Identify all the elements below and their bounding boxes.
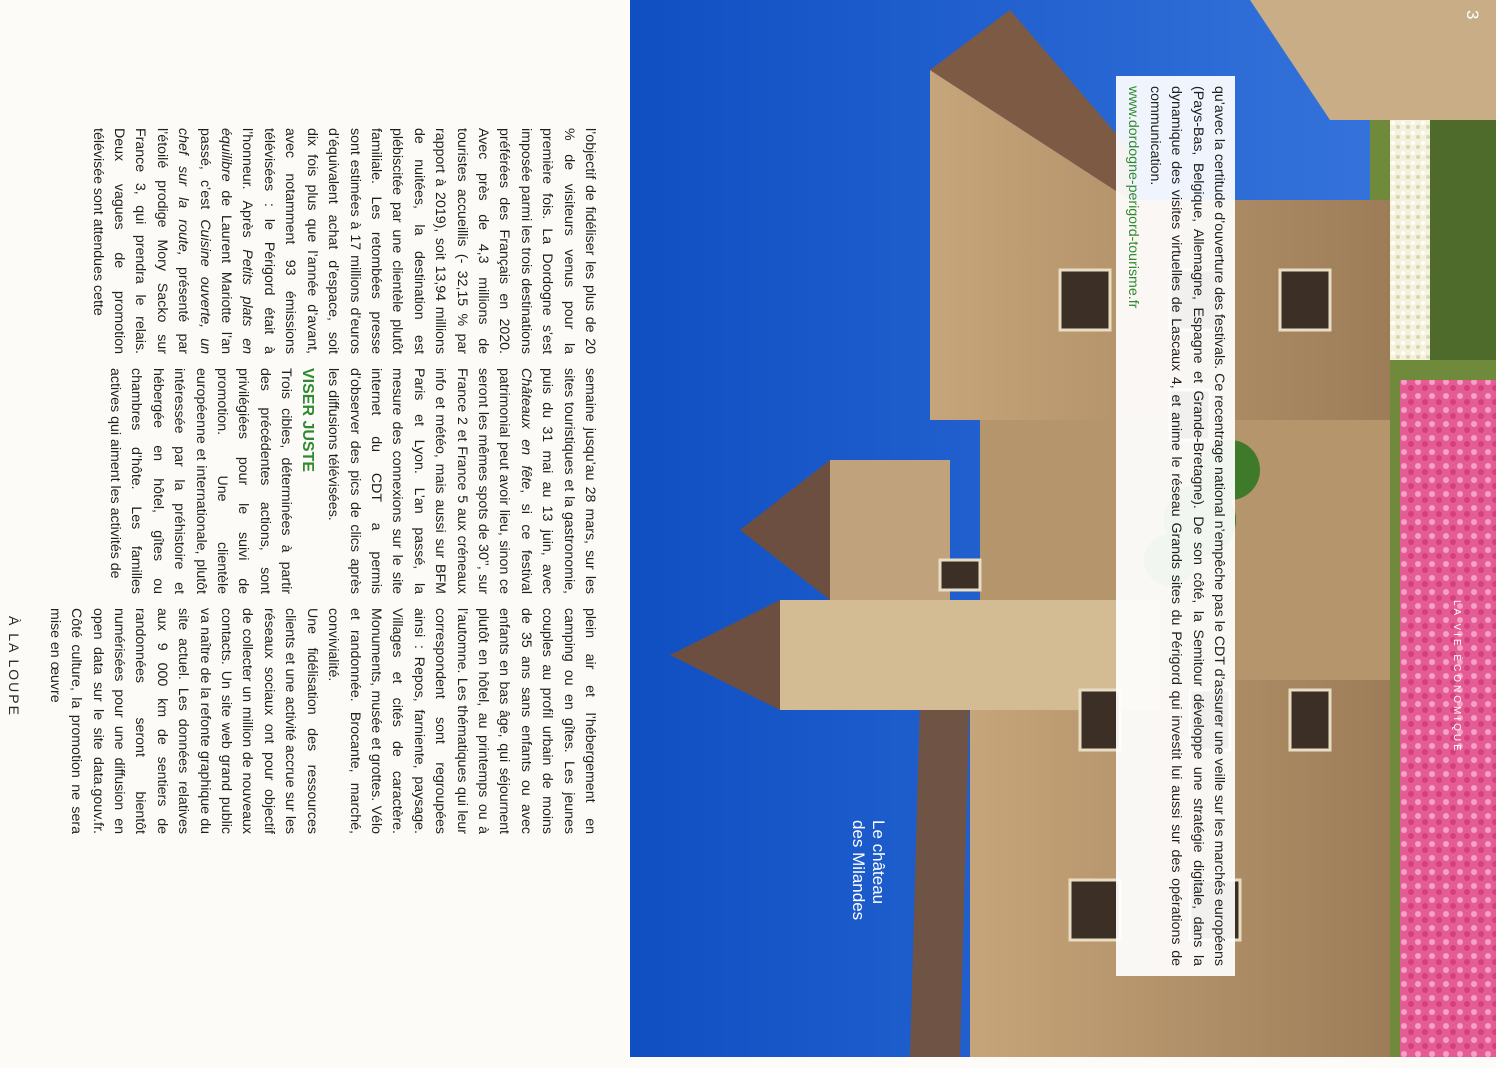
section-label: À LA LOUPE bbox=[6, 616, 22, 717]
article-columns bbox=[43, 128, 600, 1068]
column2-paragraph-1: semaine jusqu’au 28 mars, sur les sites touristiques et la gastronomie, puis du 31 mai au 13 juin, avec Châteaux en fête, si ce festival patrimonial peut avoir lieu, sinon ce seront les mêmes spots de 30’’, sur France 2 et France 5 aux créneaux info et météo, mais aussi sur BFM Paris et Lyon. L’an passé, la mesure des connexions sur le site internet du CDT a permis d’observer des pics de clics après les diffusions télévisées. bbox=[325, 368, 598, 595]
castle-illustration bbox=[630, 0, 1496, 1057]
info-box bbox=[1116, 76, 1235, 976]
footer-tag: LA VIE ÉCONOMIQUE bbox=[1451, 600, 1462, 754]
column2-paragraph-2: Trois cibles, déterminées à partir des précédentes actions, sont privilégiées pour le suivi de promotion. Une clientèle européenne et internationale, plutôt intéressée par la préhistoire et hébergée en hôtel, gîtes ou chambres d’hôte. Les familles actives qui aiment les activités de bbox=[107, 368, 295, 594]
column1-paragraph: l’objectif de fidéliser les plus de 20 % de visiteurs venus pour la première fois. La Dordogne s’est imposée parmi les trois destinations préférées des Français en 2020. Avec près de 4,3 millions de touristes accueillis (- 32,15 % par rapport à 2019), soit 13,94 millions de nuitées, la destination est plébiscitée par une clientèle plutôt familiale. Les retombées presse sont estimées à 17 millions d’euros d’équivalent achat d’espace, soit dix fois plus que l’année d’avant, avec notamment 93 émissions télévisées : le Périgord était à l’honneur. Après Petits plats en équilibre de Laurent Mariotte l’an passé, c’est Cuisine ouverte, un chef sur la route, présenté par l’étoilé prodige Mory Sacko sur France 3, qui prendra le relais. Deux vagues de promotion télévisée sont attendues cette bbox=[89, 128, 598, 355]
column-2 bbox=[43, 368, 600, 594]
column-1 bbox=[43, 128, 600, 354]
column3-paragraph-1: plein air et l’hébergement en camping ou en gîtes. Les jeunes couples au profil urbain de moins de 35 ans sans enfants ou avec enfants en bas âge, qui séjournent plutôt en hôtel, au printemps ou à l’automne. Les thématiques qui leur correspondent sont regroupées ainsi : Repos, farniente, paysage. Villages et cités de caractère. Monuments, musée et grottes. Vélo et randonnée. Brocante, marché, convivialité. bbox=[325, 608, 598, 834]
photo-caption: Le château des Milandes bbox=[849, 820, 888, 921]
website-link[interactable]: www.dordogne-perigord-tourisme.fr bbox=[1125, 86, 1142, 309]
castle-photo bbox=[630, 0, 1496, 1057]
column-3 bbox=[43, 608, 600, 834]
column3-paragraph-2: Une fidélisation des ressources clients et une activité accrue sur les réseaux sociaux ont pour objectif de collecter un million de nouveaux contacts. Un site web grand public va naître de la refonte graphique du site actuel. Les données relatives aux 9 000 km de sentiers de randonnées seront bientôt numérisées pour une diffusion en open data sur le site data.gouv.fr. Côté culture, la promotion ne sera mise en œuvre bbox=[46, 608, 320, 834]
section-heading: VISER JUSTE bbox=[298, 368, 316, 473]
page-number: 3 bbox=[1463, 10, 1482, 20]
info-box-text: qu’avec la certitude d’ouverture des festivals. Ce recentrage national n’empêche pas le CDT d’assurer une veille sur les marchés européens (Pays-Bas, Belgique, Allemagne, Espagne et Grande-Bretagne). De son côté, la Semitour développe une stratégie digitale, dans la dynamique des visites virtuelles de Lascaux 4, et anime le réseau Grands sites du Périgord qui investit lui aussi sur des opérations de communication. bbox=[1146, 86, 1227, 966]
